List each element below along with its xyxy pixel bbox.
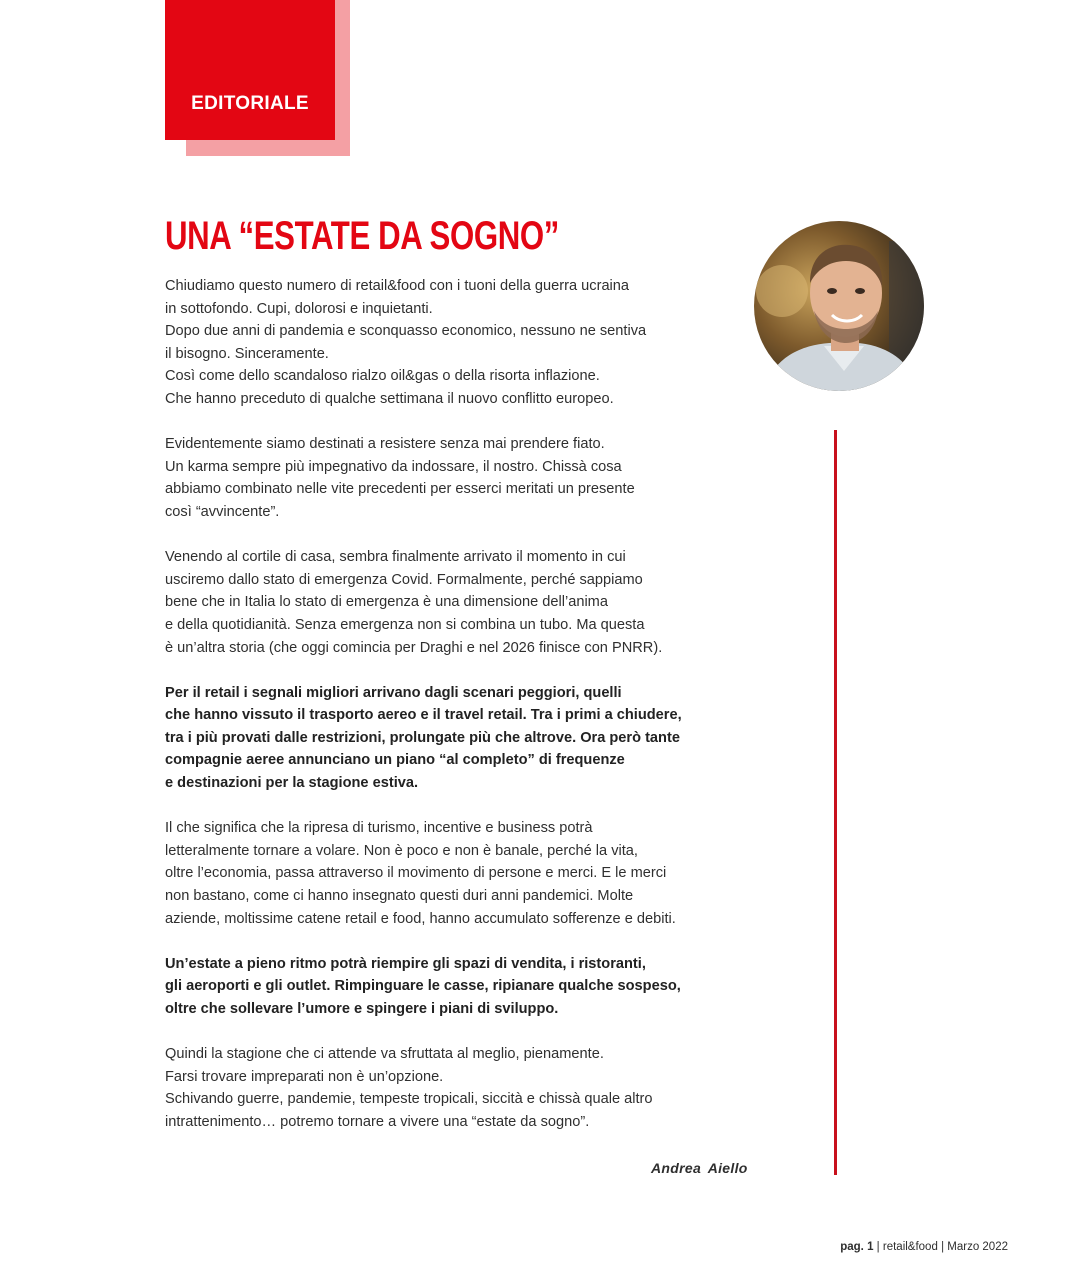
paragraph-line: non bastano, come ci hanno insegnato questi duri anni pandemici. Molte — [165, 888, 634, 905]
paragraph-line: che hanno vissuto il trasporto aereo e il travel retail. Tra i primi a chiudere, — [165, 707, 682, 724]
article-body — [165, 275, 740, 1156]
paragraph-line: il bisogno. Sinceramente. — [165, 345, 329, 362]
article-paragraph — [165, 817, 740, 930]
paragraph-line: e della quotidianità. Senza emergenza non si combina un tubo. Ma questa — [165, 616, 645, 633]
article-paragraph — [165, 275, 740, 411]
paragraph-line: Dopo due anni di pandemia e sconquasso economico, nessuno ne sentiva — [165, 323, 647, 340]
paragraph-line: Farsi trovare impreparati non è un’opzione. — [165, 1068, 444, 1085]
paragraph-line: gli aeroporti e gli outlet. Rimpinguare le casse, ripianare qualche sospeso, — [165, 978, 681, 995]
paragraph-line: letteralmente tornare a volare. Non è poco e non è banale, perché la vita, — [165, 842, 638, 859]
paragraph-line: oltre l’economia, passa attraverso il movimento di persone e merci. E le merci — [165, 865, 667, 882]
footer-separator: | — [941, 1241, 945, 1253]
article-paragraph — [165, 1043, 740, 1133]
paragraph-line: Venendo al cortile di casa, sembra finalmente arrivato il momento in cui — [165, 549, 626, 566]
article-paragraph — [165, 546, 740, 659]
article-paragraph — [165, 682, 740, 795]
author-photo — [754, 221, 924, 391]
paragraph-line: Così come dello scandaloso rialzo oil&gas o della risorta inflazione. — [165, 368, 600, 385]
paragraph-line: abbiamo combinato nelle vite precedenti per esserci meritati un presente — [165, 481, 635, 498]
issue-date: Marzo 2022 — [947, 1241, 1008, 1253]
paragraph-line: Chiudiamo questo numero di retail&food con i tuoni della guerra ucraina — [165, 278, 630, 294]
paragraph-line: tra i più provati dalle restrizioni, prolungate più che altrove. Ora però tante — [165, 729, 680, 746]
section-badge-label: EDITORIALE — [191, 93, 309, 114]
paragraph-line: aziende, moltissime catene retail e food, hanno accumulato sofferenze e debiti. — [165, 910, 676, 927]
paragraph-line: Il che significa che la ripresa di turismo, incentive e business potrà — [165, 820, 593, 837]
paragraph-line: Un’estate a pieno ritmo potrà riempire gli spazi di vendita, i ristoranti, — [165, 955, 646, 972]
paragraph-line: Per il retail i segnali migliori arrivano dagli scenari peggiori, quelli — [165, 684, 622, 701]
paragraph-line: e destinazioni per la stagione estiva. — [165, 775, 419, 792]
paragraph-line: Che hanno preceduto di qualche settimana il nuovo conflitto europeo. — [165, 390, 614, 407]
paragraph-line: è un’altra storia (che oggi comincia per Draghi e nel 2026 finisce con PNRR). — [165, 639, 663, 656]
vertical-rule — [834, 430, 837, 1175]
paragraph-line: così “avvincente”. — [165, 503, 280, 520]
paragraph-line: usciremo dallo stato di emergenza Covid. Formalmente, perché sappiamo — [165, 571, 643, 588]
section-badge — [165, 0, 335, 140]
magazine-name: retail&food — [882, 1241, 938, 1253]
paragraph-line: Quindi la stagione che ci attende va sfruttata al meglio, pienamente. — [165, 1046, 604, 1063]
footer-separator: | — [876, 1241, 880, 1253]
paragraph-line: intrattenimento… potremo tornare a vivere una “estate da sogno”. — [165, 1113, 590, 1130]
page-number: pag. 1 — [840, 1241, 874, 1253]
paragraph-line: Evidentemente siamo destinati a resistere senza mai prendere fiato. — [165, 436, 605, 453]
paragraph-line: compagnie aeree annunciano un piano “al completo” di frequenze — [165, 752, 625, 769]
page-footer — [840, 1241, 1008, 1253]
author-signature: Andrea Aiello — [651, 1160, 748, 1176]
article-paragraph — [165, 953, 740, 1021]
paragraph-line: Schivando guerre, pandemie, tempeste tropicali, siccità e chissà quale altro — [165, 1091, 653, 1108]
paragraph-line: oltre che sollevare l’umore e spingere i piani di sviluppo. — [165, 1001, 559, 1017]
paragraph-line: in sottofondo. Cupi, dolorosi e inquietanti. — [165, 300, 433, 317]
paragraph-line: bene che in Italia lo stato di emergenza è una dimensione dell’anima — [165, 594, 608, 611]
paragraph-line: Un karma sempre più impegnativo da indossare, il nostro. Chissà cosa — [165, 458, 622, 475]
article-title: UNA “ESTATE DA SOGNO” — [165, 214, 559, 258]
article-paragraph — [165, 433, 740, 523]
